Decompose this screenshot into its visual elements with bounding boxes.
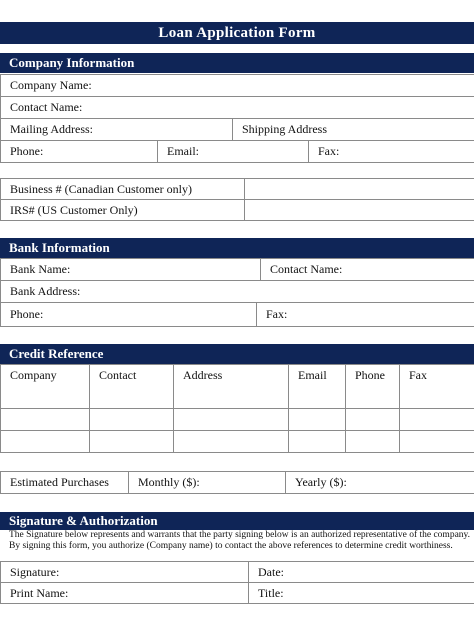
credit-cell[interactable] [174, 409, 289, 431]
signature-field[interactable]: Signature: [1, 562, 249, 583]
credit-cell[interactable] [400, 431, 474, 453]
fax-field[interactable]: Fax: [309, 141, 474, 163]
table-row [1, 431, 474, 453]
credit-col-contact: Contact [90, 365, 174, 409]
yearly-field[interactable]: Yearly ($): [286, 472, 474, 494]
credit-reference-header: Credit Reference [0, 344, 474, 364]
credit-cell[interactable] [400, 409, 474, 431]
monthly-field[interactable]: Monthly ($): [129, 472, 286, 494]
credit-cell[interactable] [90, 409, 174, 431]
credit-cell[interactable] [289, 431, 346, 453]
table-row [1, 409, 474, 431]
mailing-address-field[interactable]: Mailing Address: [1, 119, 233, 141]
bank-name-field[interactable]: Bank Name: [1, 259, 261, 281]
credit-col-company: Company [1, 365, 90, 409]
title-field[interactable]: Title: [249, 583, 474, 604]
company-info-header: Company Information [0, 53, 474, 73]
form-title: Loan Application Form [0, 22, 474, 44]
credit-cell[interactable] [1, 409, 90, 431]
contact-name-field[interactable]: Contact Name: [1, 97, 474, 119]
bank-phone-field[interactable]: Phone: [1, 303, 257, 327]
signature-table [0, 561, 474, 604]
print-name-field[interactable]: Print Name: [1, 583, 249, 604]
bank-info-header: Bank Information [0, 238, 474, 258]
estimated-purchases-label: Estimated Purchases [1, 472, 129, 494]
bank-address-field[interactable]: Bank Address: [1, 281, 474, 303]
email-field[interactable]: Email: [158, 141, 309, 163]
irs-number-label: IRS# (US Customer Only) [1, 200, 245, 221]
irs-number-input[interactable] [245, 200, 474, 221]
credit-cell[interactable] [346, 409, 400, 431]
phone-field[interactable]: Phone: [1, 141, 158, 163]
signature-header: Signature & Authorization [0, 512, 474, 530]
credit-cell[interactable] [90, 431, 174, 453]
credit-col-fax: Fax [400, 365, 474, 409]
business-number-label: Business # (Canadian Customer only) [1, 179, 245, 200]
credit-cell[interactable] [1, 431, 90, 453]
purchases-table [0, 471, 474, 494]
company-info-table [0, 74, 474, 163]
date-field[interactable]: Date: [249, 562, 474, 583]
shipping-address-field[interactable]: Shipping Address [233, 119, 474, 141]
business-number-input[interactable] [245, 179, 474, 200]
credit-col-address: Address [174, 365, 289, 409]
credit-reference-table [0, 364, 474, 453]
bank-fax-field[interactable]: Fax: [257, 303, 474, 327]
credit-cell[interactable] [289, 409, 346, 431]
authorization-statement: The Signature below represents and warrants that the party signing below is an authorized representative of the company. By signing this form, you authorize (Company name) to contact the above references to determine credit worthiness. [9, 530, 471, 551]
credit-cell[interactable] [346, 431, 400, 453]
tax-id-table [0, 178, 474, 221]
bank-contact-name-field[interactable]: Contact Name: [261, 259, 474, 281]
credit-col-email: Email [289, 365, 346, 409]
bank-info-table [0, 258, 474, 327]
company-name-field[interactable]: Company Name: [1, 75, 474, 97]
credit-cell[interactable] [174, 431, 289, 453]
credit-col-phone: Phone [346, 365, 400, 409]
